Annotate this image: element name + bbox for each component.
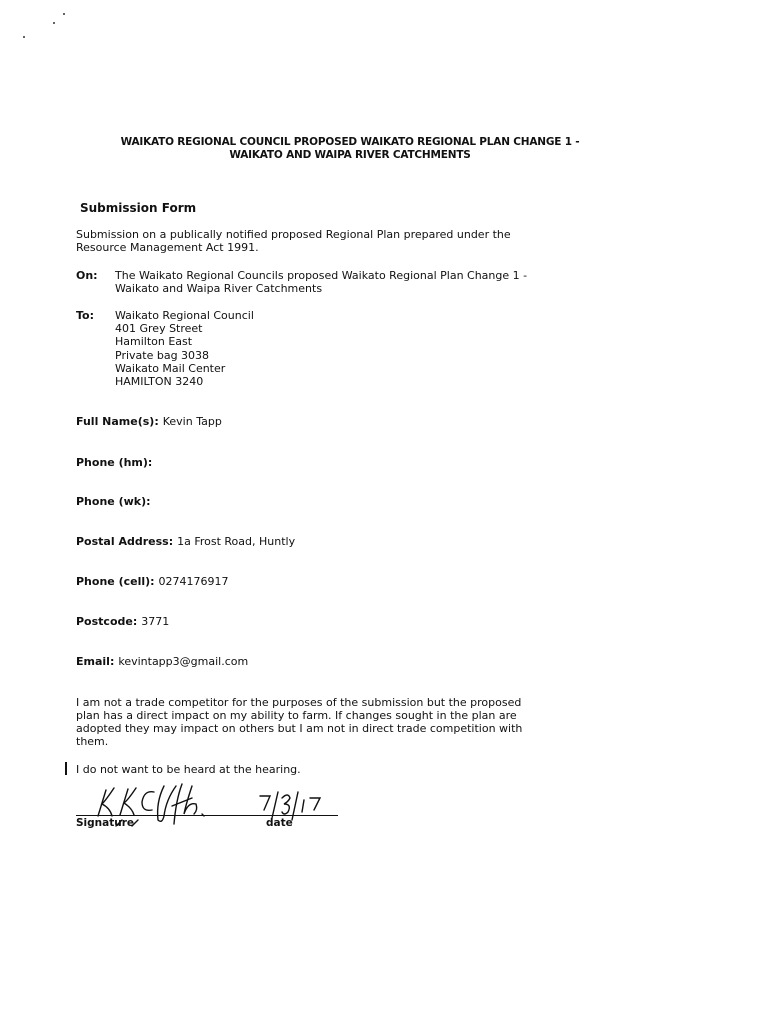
- scan-speck: [53, 22, 55, 24]
- full-name-label: Full Name(s):: [76, 415, 159, 428]
- hearing-statement: I do not want to be heard at the hearing.: [76, 763, 301, 776]
- address-line: 401 Grey Street: [115, 322, 203, 336]
- full-name-field: [76, 415, 222, 428]
- phone-cell-field: [76, 575, 229, 588]
- title-line-1: WAIKATO REGIONAL COUNCIL PROPOSED WAIKATO REGIONAL PLAN CHANGE 1 -: [120, 136, 580, 148]
- postal-address-value: 1a Frost Road, Huntly: [177, 535, 296, 548]
- phone-wk-label: Phone (wk):: [76, 495, 151, 508]
- on-line-2: Waikato and Waipa River Catchments: [115, 282, 323, 295]
- form-heading: Submission Form: [80, 201, 197, 215]
- address-line: Waikato Mail Center: [115, 361, 226, 375]
- address-line: HAMILTON 3240: [115, 375, 204, 389]
- postcode-label: Postcode:: [76, 615, 138, 628]
- postal-address-label: Postal Address:: [76, 535, 174, 548]
- phone-cell-label: Phone (cell):: [76, 575, 155, 588]
- on-text: [115, 269, 675, 295]
- on-line-1: The Waikato Regional Councils proposed Waikato Regional Plan Change 1 -: [115, 269, 528, 282]
- statement-line: I am not a trade competitor for the purposes of the submission but the proposed: [76, 696, 522, 709]
- on-label: On:: [76, 269, 98, 282]
- intro-line-1: Submission on a publically notified proposed Regional Plan prepared under the: [76, 228, 511, 241]
- to-label: To:: [76, 309, 94, 322]
- address-line: Private bag 3038: [115, 348, 210, 362]
- document-title: [70, 136, 630, 162]
- signature-label: Signature: [76, 817, 135, 829]
- statement-line: them.: [76, 735, 109, 748]
- title-line-2: WAIKATO AND WAIPA RIVER CATCHMENTS: [229, 149, 471, 161]
- intro-line-2: Resource Management Act 1991.: [76, 241, 259, 254]
- phone-hm-label: Phone (hm):: [76, 456, 153, 469]
- phone-hm-field: [76, 456, 156, 469]
- hearing-mark: [65, 762, 67, 775]
- statement-line: adopted they may impact on others but I am not in direct trade competition with: [76, 722, 523, 735]
- scan-speck: [23, 36, 25, 38]
- statement-line: plan has a direct impact on my ability to farm. If changes sought in the plan are: [76, 709, 517, 722]
- full-name-value: Kevin Tapp: [162, 415, 222, 428]
- email-field: [76, 655, 248, 668]
- email-label: Email:: [76, 655, 115, 668]
- intro-paragraph: [76, 228, 676, 254]
- phone-cell-value: 0274176917: [158, 575, 229, 588]
- trade-competitor-statement: [76, 696, 686, 748]
- postcode-field: [76, 615, 169, 628]
- phone-wk-field: [76, 495, 155, 508]
- email-value: kevintapp3@gmail.com: [118, 655, 249, 668]
- postal-address-field: [76, 535, 295, 548]
- signature-line: [76, 815, 338, 816]
- to-address: [115, 309, 254, 388]
- address-line: Waikato Regional Council: [115, 309, 254, 322]
- date-label: date: [266, 817, 293, 829]
- scan-speck: [63, 13, 65, 15]
- postcode-value: 3771: [141, 615, 170, 628]
- address-line: Hamilton East: [115, 335, 193, 349]
